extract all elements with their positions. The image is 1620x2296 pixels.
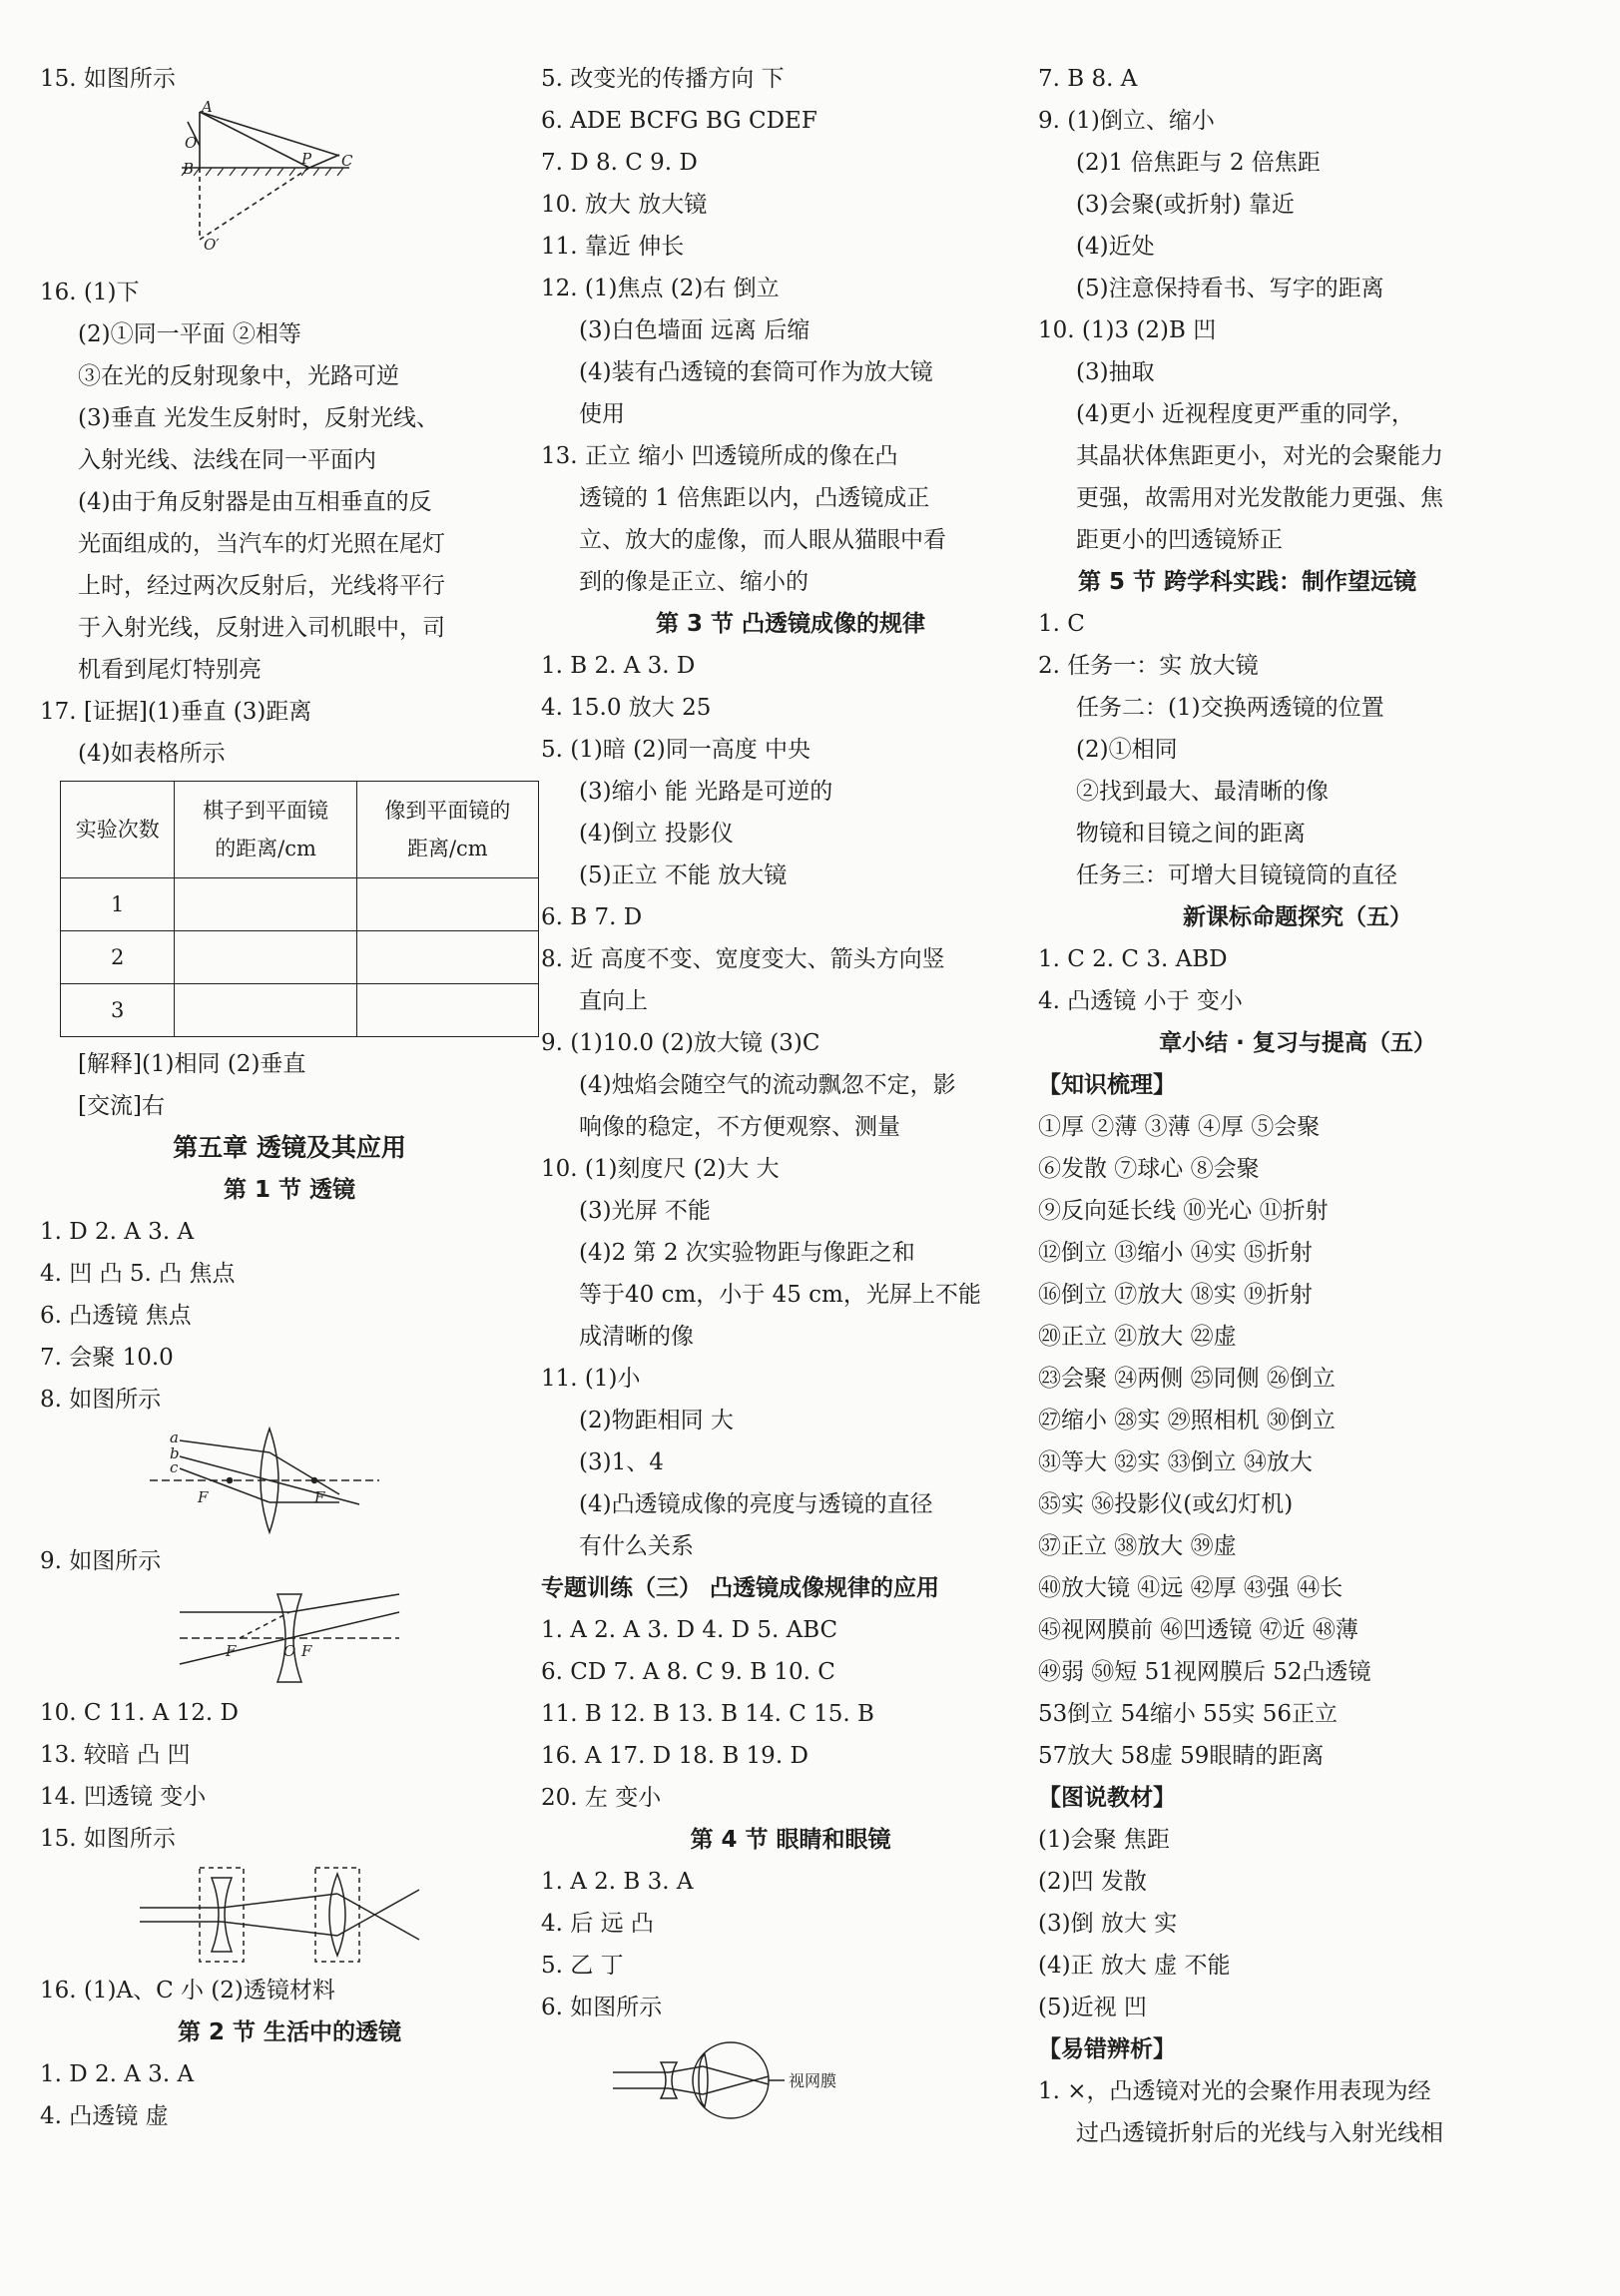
convex-lens [329,1874,345,1956]
eye-correction-diagram [541,2028,1040,2128]
text-line: 5. (1)暗 (2)同一高度 中央 [541,737,811,763]
text-line: ㊺视网膜前 ㊻凹透镜 ㊼近 ㊽薄 [1038,1617,1358,1643]
text-line: 10. C 11. A 12. D [40,1700,239,1726]
text-line: 等于40 cm，小于 45 cm，光屏上不能 [579,1282,981,1308]
text-line: 4. 15.0 放大 25 [541,695,712,721]
text-line: 任务二：(1)交换两透镜的位置 [1076,695,1384,721]
text-line: ㉟实 ㊱投影仪(或幻灯机) [1038,1491,1294,1517]
label-B: B [183,160,195,178]
text-line: (5)近视 凹 [1038,1995,1147,2020]
text-line: 透镜的 1 倍焦距以内，凸透镜成正 [579,485,930,511]
text-line: 14. 凹透镜 变小 [40,1784,207,1810]
text-line: 机看到尾灯特别亮 [78,657,262,683]
text-line: (4)正 放大 虚 不能 [1038,1953,1231,1979]
text-line: (5)注意保持看书、写字的距离 [1076,276,1384,301]
q15-line: 15. 如图所示 [40,66,176,92]
text-line: (3)抽取 [1076,359,1155,385]
text-line: 入射光线、法线在同一平面内 [78,447,376,473]
text-line: 1. C 2. C 3. ABD [1038,946,1228,972]
text-line: ㉛等大 ㉜实 ㉝倒立 ㉞放大 [1038,1449,1313,1475]
text-line: 4. 后 远 凸 [541,1911,654,1937]
label-b: b [170,1444,180,1462]
section-title: 第 3 节 凸透镜成像的规律 [655,611,926,637]
text-line: 11. 靠近 伸长 [541,234,685,260]
crystalline-lens [699,2054,708,2106]
text-line: (3)白色墙面 远离 后缩 [579,317,810,343]
text-line: (3)1、4 [579,1449,664,1475]
text-line: 6. ADE BCFG BG CDEF [541,108,817,134]
text-line: 直向上 [579,988,648,1014]
box-left [200,1868,244,1962]
text-line: (2)①同一平面 ②相等 [78,321,301,347]
label-F-right: F [301,1642,312,1660]
text-line: ③在光的反射现象中，光路可逆 [78,363,399,389]
label-a: a [170,1429,179,1446]
text-line: 5. 乙 丁 [541,1953,624,1979]
column-left [40,58,539,2137]
text-line: 9. (1)倒立、缩小 [1038,108,1215,134]
text-line: 10. (1)刻度尺 (2)大 大 [541,1156,780,1182]
text-line: ①厚 ②薄 ③薄 ④厚 ⑤会聚 [1038,1114,1321,1140]
text-line: [解释](1)相同 (2)垂直 [78,1051,306,1077]
text-line: 更强，故需用对光发散能力更强、焦 [1076,485,1443,511]
reflection-diagram [40,100,539,272]
text-line: 15. 如图所示 [40,1826,176,1852]
text-line: 12. (1)焦点 (2)右 倒立 [541,276,780,301]
text-line: 7. B 8. A [1038,66,1138,92]
section-title: 第 5 节 跨学科实践：制作望远镜 [1078,569,1417,595]
text-line: (4)装有凸透镜的套筒可作为放大镜 [579,359,933,385]
text-line: 立、放大的虚像，而人眼从猫眼中看 [579,527,946,553]
text-line: 20. 左 变小 [541,1785,662,1811]
text-line: 于入射光线，反射进入司机眼中，司 [78,615,445,641]
label-c: c [170,1458,179,1476]
text-line: 7. D 8. C 9. D [541,150,698,176]
text-line: 6. 如图所示 [541,1995,663,2020]
text-line: 8. 近 高度不变、宽度变大、箭头方向竖 [541,946,945,972]
text-line: ②找到最大、最清晰的像 [1076,779,1329,805]
text-line: ⑫倒立 ⑬缩小 ⑭实 ⑮折射 [1038,1240,1313,1266]
text-line: (4)倒立 投影仪 [579,821,734,847]
label-O: O [185,134,198,152]
text-line: 1. ×，凸透镜对光的会聚作用表现为经 [1038,2078,1431,2104]
subheading: 【图说教材】 [1038,1785,1176,1811]
text-line: (5)正立 不能 放大镜 [579,862,788,888]
text-line: 4. 凸透镜 虚 [40,2103,169,2129]
figure-6-eye [541,2028,1040,2128]
text-line: (4)如表格所示 [78,741,226,767]
retina-label: 视网膜 [789,2071,837,2090]
text-line: 5. 改变光的传播方向 下 [541,66,785,92]
ray-to-p [200,112,309,168]
text-line: ⑳正立 ㉑放大 ㉒虚 [1038,1324,1237,1350]
box-right [315,1868,359,1962]
experiment-table [60,781,539,1037]
text-line: 1. A 2. B 3. A [541,1869,694,1895]
text-line: 10. (1)3 (2)B 凹 [1038,317,1217,343]
figure-8-convex-lens [40,1421,539,1540]
text-line: 8. 如图所示 [40,1387,162,1413]
text-line: (3)光屏 不能 [579,1198,711,1224]
lens-pair-diagram [40,1860,539,1970]
text-line: (3)缩小 能 光路是可逆的 [579,779,833,805]
concave-lens [212,1878,232,1952]
text-line: 11. (1)小 [541,1366,641,1392]
text-line: (4)凸透镜成像的亮度与透镜的直径 [579,1491,933,1517]
text-line: 16. (1)A、C 小 (2)透镜材料 [40,1978,335,2004]
table-row: 1 [61,878,539,931]
text-line: ⑨反向延长线 ⑩光心 ⑪折射 [1038,1198,1329,1224]
subheading: 【易错辨析】 [1038,2036,1176,2062]
q16-line: 16. (1)下 [40,280,140,305]
section-title: 章小结 · 复习与提高（五） [1159,1030,1436,1056]
text-line: 13. 较暗 凸 凹 [40,1742,191,1768]
section-title: 新课标命题探究（五） [1183,904,1412,930]
text-line: 有什么关系 [579,1533,694,1559]
concave-lens-diagram [40,1582,539,1692]
text-line: (4)近处 [1076,234,1155,260]
text-line: 使用 [579,401,625,427]
text-line: (2)物距相同 大 [579,1408,734,1434]
text-line: 13. 正立 缩小 凹透镜所成的像在凸 [541,443,898,469]
figure-9-concave-lens [40,1582,539,1692]
ray-a [180,1440,270,1452]
text-line: (3)倒 放大 实 [1038,1911,1178,1937]
table-header-count: 实验次数 [61,782,175,878]
text-line: 7. 会聚 10.0 [40,1345,174,1371]
text-line: (4)2 第 2 次实验物距与像距之和 [579,1240,915,1266]
q17-line: 17. [证据](1)垂直 (3)距离 [40,699,312,725]
text-line: 成清晰的像 [579,1324,694,1350]
table-row: 2 [61,931,539,984]
text-line: (2)①相同 [1076,737,1178,763]
table-row: 3 [61,984,539,1037]
text-line: 4. 凹 凸 5. 凸 焦点 [40,1261,236,1287]
text-line: ㉓会聚 ㉔两侧 ㉕同侧 ㉖倒立 [1038,1366,1336,1392]
text-line: (1)会聚 焦距 [1038,1827,1170,1853]
text-line: 物镜和目镜之间的距离 [1076,821,1306,847]
text-line: 光面组成的，当汽车的灯光照在尾灯 [78,531,445,557]
section-title: 第 1 节 透镜 [223,1177,356,1203]
text-line: (4)烛焰会随空气的流动飘忽不定，影 [579,1072,956,1098]
text-line: 16. A 17. D 18. B 19. D [541,1743,809,1769]
virtual-ray [200,168,309,240]
concave-lens [661,2062,677,2098]
section-title: 第 4 节 眼睛和眼镜 [690,1827,891,1853]
text-line: 距更小的凹透镜矫正 [1076,527,1283,553]
label-F-right: F [314,1488,325,1506]
table-header-object-distance: 棋子到平面镜 的距离/cm [175,782,356,878]
text-line: 任务三：可增大目镜镜筒的直径 [1076,862,1397,888]
text-line: ㊾弱 ㊿短 51视网膜后 52凸透镜 [1038,1659,1371,1685]
text-line: (3)垂直 光发生反射时，反射光线、 [78,405,439,431]
label-A: A [202,100,213,116]
text-line: 1. C [1038,611,1085,637]
text-line: 6. 凸透镜 焦点 [40,1303,192,1329]
text-line: (4)由于角反射器是由互相垂直的反 [78,489,432,515]
text-line: 57放大 58虚 59眼睛的距离 [1038,1743,1325,1769]
incident-ray [200,112,339,156]
label-O-prime: O′ [204,236,220,254]
text-line: 过凸透镜折射后的光线与入射光线相 [1076,2120,1443,2146]
text-line: 1. D 2. A 3. A [40,1219,195,1245]
label-P: P [301,150,312,168]
label-C: C [341,152,353,170]
text-line: 6. B 7. D [541,904,643,930]
section-title: 第 2 节 生活中的透镜 [177,2019,402,2045]
text-line: (3)会聚(或折射) 靠近 [1076,192,1295,218]
text-line: 9. (1)10.0 (2)放大镜 (3)C [541,1030,820,1056]
text-line: 4. 凸透镜 小于 变小 [1038,988,1243,1014]
text-line: ⑯倒立 ⑰放大 ⑱实 ⑲折射 [1038,1282,1313,1308]
text-line: 1. D 2. A 3. A [40,2061,195,2087]
chapter-title: 第五章 透镜及其应用 [173,1133,406,1162]
text-line: (4)更小 近视程度更严重的同学， [1076,401,1414,427]
subheading: 【知识梳理】 [1038,1072,1176,1098]
text-line: 11. B 12. B 13. B 14. C 15. B [541,1701,874,1727]
text-line: 2. 任务一：实 放大镜 [1038,653,1259,679]
text-line: 1. A 2. A 3. D 4. D 5. ABC [541,1617,838,1643]
reflected-ray [309,155,339,168]
text-line: (2)凹 发散 [1038,1869,1147,1895]
text-line: ㉗缩小 ㉘实 ㉙照相机 ㉚倒立 [1038,1408,1336,1434]
label-F-left: F [198,1488,209,1506]
text-line: ⑥发散 ⑦球心 ⑧会聚 [1038,1156,1260,1182]
text-line: 10. 放大 放大镜 [541,192,708,218]
figure-15-reflection [40,100,539,272]
text-line: (2)1 倍焦距与 2 倍焦距 [1076,150,1321,176]
text-line: 上时，经过两次反射后，光线将平行 [78,573,445,599]
text-line: 响像的稳定，不方便观察、测量 [579,1114,900,1140]
text-line: 53倒立 54缩小 55实 56正立 [1038,1701,1338,1727]
text-line: 1. B 2. A 3. D [541,653,696,679]
column-middle [541,58,1040,2128]
label-F-left: F [226,1642,237,1660]
text-line: ㊵放大镜 ㊶远 ㊷厚 ㊸强 ㊹长 [1038,1575,1344,1601]
ray-c [180,1468,270,1502]
ray-b [180,1456,270,1480]
text-line: [交流]右 [78,1093,165,1119]
text-line: 6. CD 7. A 8. C 9. B 10. C [541,1659,835,1685]
convex-lens-diagram [40,1421,539,1540]
text-line: ㊲正立 ㊳放大 ㊴虚 [1038,1533,1237,1559]
table-header-image-distance: 像到平面镜的 距离/cm [356,782,538,878]
figure-15-lens-pair [40,1860,539,1970]
text-line: 其晶状体焦距更小，对光的会聚能力 [1076,443,1443,469]
eyeball [693,2042,769,2118]
section-title: 专题训练（三） 凸透镜成像规律的应用 [541,1575,940,1601]
label-O: O [283,1642,296,1660]
text-line: 到的像是正立、缩小的 [579,569,809,595]
text-line: 9. 如图所示 [40,1548,162,1574]
column-right [1038,58,1557,2154]
